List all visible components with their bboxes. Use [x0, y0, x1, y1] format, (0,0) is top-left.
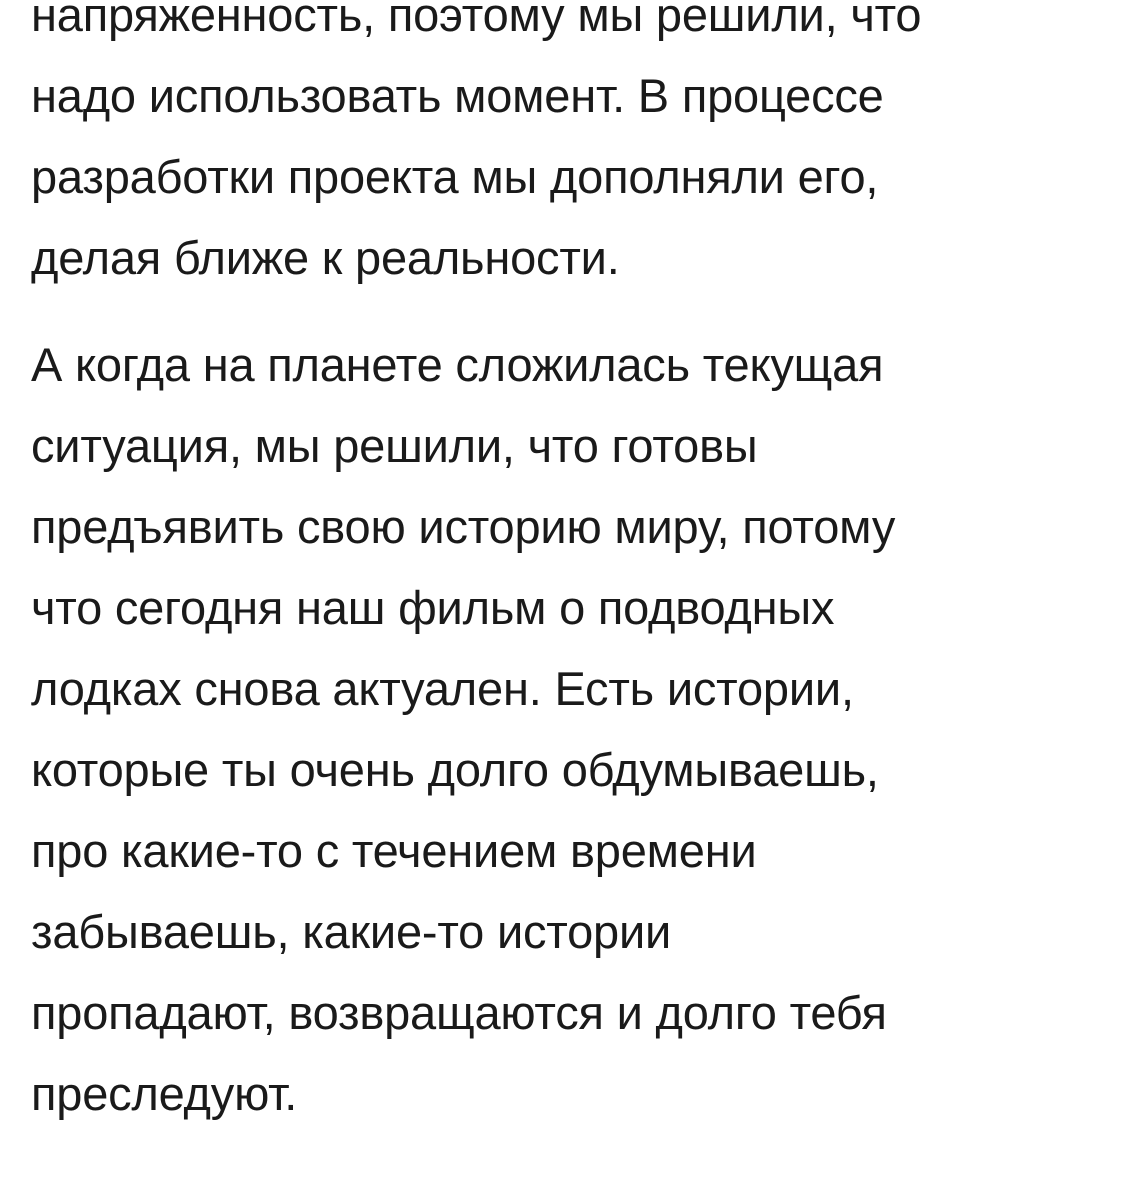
paragraph-line: про какие-то с течением времени [31, 824, 757, 877]
paragraph-line: делая ближе к реальности. [31, 231, 620, 284]
article-paragraph [31, 0, 1101, 298]
article-paragraph [31, 324, 1101, 1134]
paragraph-line: разработки проекта мы дополняли его, [31, 150, 879, 203]
paragraph-line: пропадают, возвращаются и долго тебя [31, 986, 887, 1039]
paragraph-line: что сегодня наш фильм о подводных [31, 581, 835, 634]
paragraph-line: забываешь, какие-то истории [31, 905, 672, 958]
paragraph-line: которые ты очень долго обдумываешь, [31, 743, 879, 796]
paragraph-line: преследуют. [31, 1067, 298, 1120]
article-body [31, 0, 1101, 1134]
paragraph-line: предъявить свою историю миру, потому [31, 500, 896, 553]
paragraph-line: А когда на планете сложилась текущая [31, 338, 884, 391]
paragraph-line: напряженность, поэтому мы решили, что [31, 0, 922, 41]
paragraph-line: надо использовать момент. В процессе [31, 69, 884, 122]
paragraph-line: лодках снова актуален. Есть истории, [31, 662, 854, 715]
paragraph-line: ситуация, мы решили, что готовы [31, 419, 758, 472]
